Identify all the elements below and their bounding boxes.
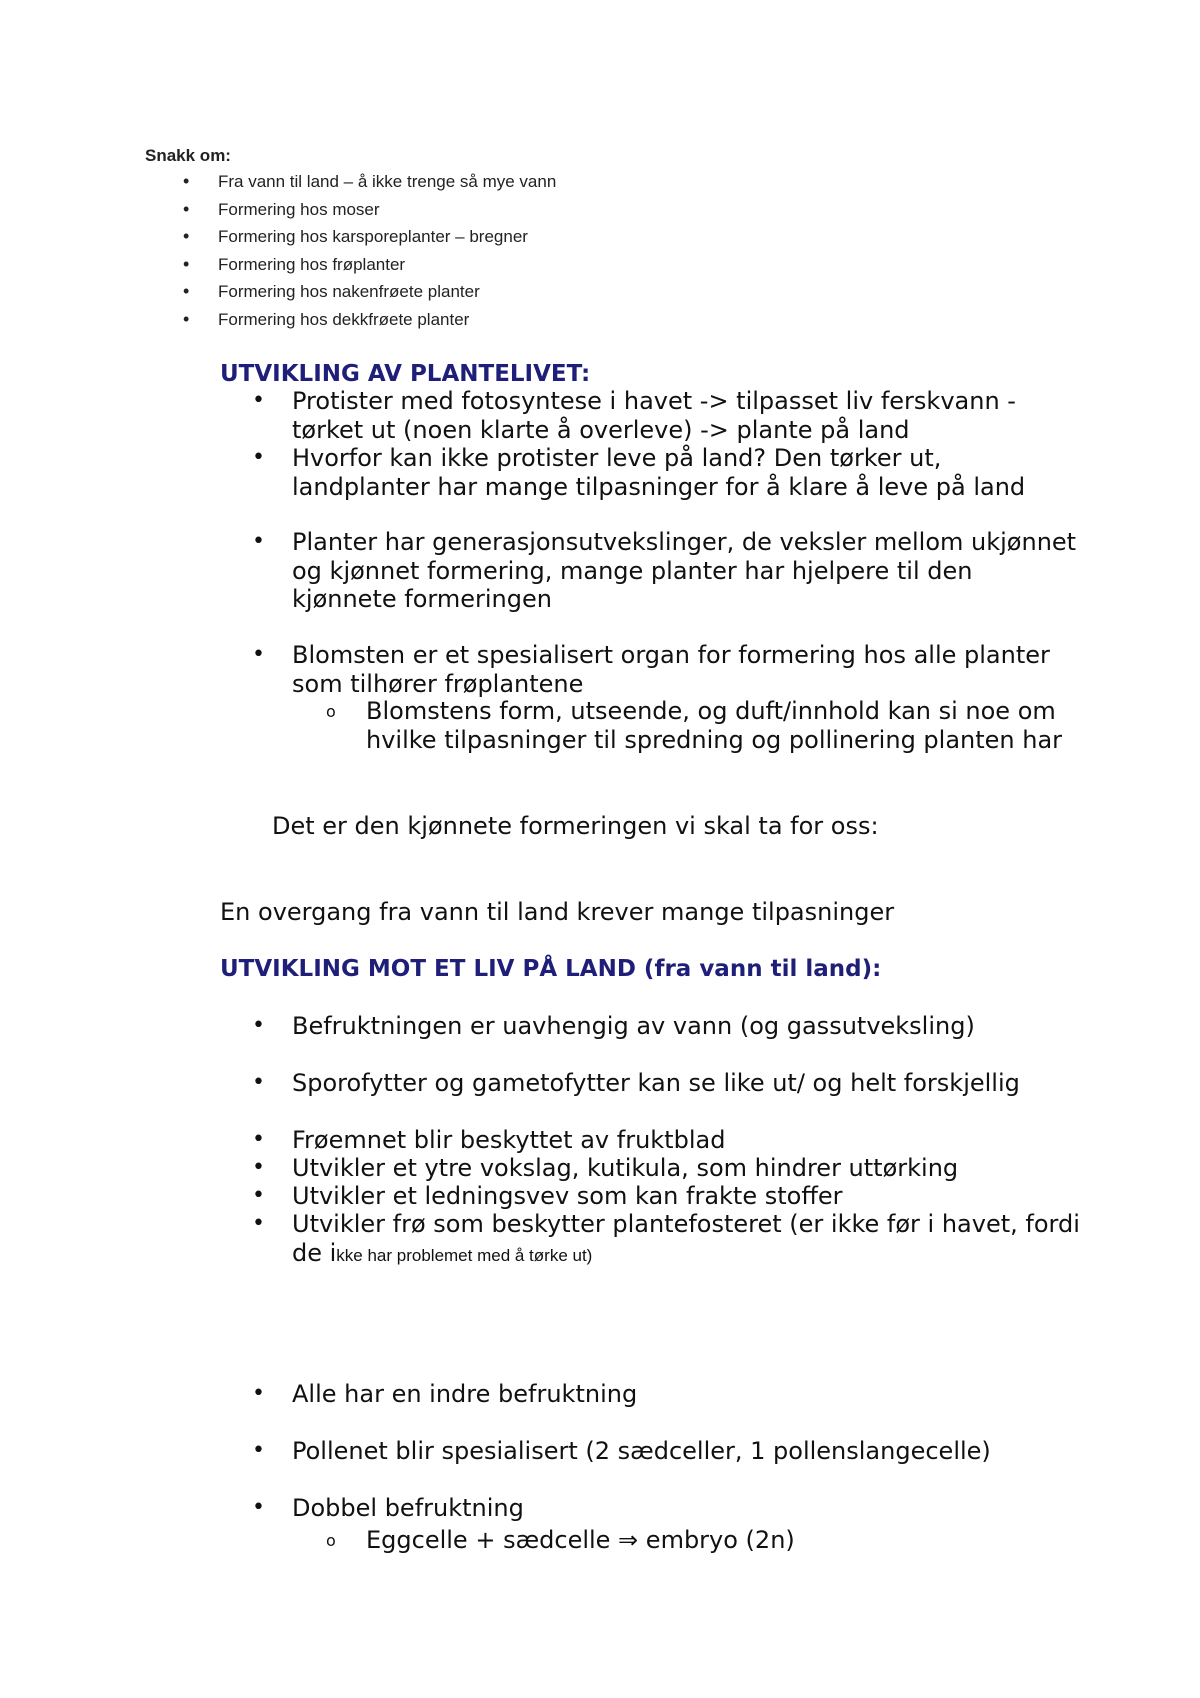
bullet-icon: • <box>183 226 190 246</box>
bullet-icon: • <box>252 529 265 554</box>
bullet-icon: • <box>252 388 265 413</box>
bullet-icon: • <box>183 171 190 191</box>
list-item: • Formering hos karsporeplanter – bregner <box>183 226 528 246</box>
sub-list-item: o Eggcelle + sædcelle ⇒ embryo (2n) <box>326 1526 795 1554</box>
note-text: Det er den kjønnete formeringen vi skal ta for oss: <box>272 812 879 840</box>
list-item: • Frøemnet blir beskyttet av fruktblad <box>252 1126 726 1154</box>
list-item: • Fra vann til land – å ikke trenge så mye vann <box>183 171 557 191</box>
bullet-icon: • <box>252 1183 265 1208</box>
list-item: • Utvikler et ledningsvev som kan frakte stoffer <box>252 1182 843 1210</box>
list-item: • Blomsten er et spesialisert organ for formering hos alle planter som tilhører frøplantene <box>252 641 1050 698</box>
bullet-icon: • <box>183 281 190 301</box>
list-item: • Sporofytter og gametofytter kan se like ut/ og helt forskjellig <box>252 1069 1020 1097</box>
list-item: • Dobbel befruktning <box>252 1494 524 1522</box>
section-heading-liv-paa-land: UTVIKLING MOT ET LIV PÅ LAND (fra vann til land): <box>220 956 882 982</box>
circle-bullet-icon: o <box>326 702 336 721</box>
list-item: • Befruktningen er uavhengig av vann (og gassutveksling) <box>252 1012 975 1040</box>
list-item: • Formering hos frøplanter <box>183 253 406 274</box>
snakk-om-list <box>145 170 556 335</box>
bullet-icon: • <box>252 1211 265 1236</box>
circle-bullet-icon: o <box>326 1531 336 1550</box>
bullet-icon: • <box>252 1070 265 1095</box>
transition-text: En overgang fra vann til land krever mange tilpasninger <box>220 898 895 926</box>
list-item: • Alle har en indre befruktning <box>252 1380 638 1408</box>
list-item: • Protister med fotosyntese i havet -> tilpasset liv ferskvann - tørket ut (noen klarte å overleve) -> plante på land <box>252 387 1016 444</box>
bullet-icon: • <box>183 253 190 274</box>
list-item: • Utvikler frø som beskytter plantefosteret (er ikke før i havet, fordi de ikke har problemet med å tørke ut) <box>252 1210 1080 1267</box>
bullet-icon: • <box>252 1013 265 1038</box>
bullet-icon: • <box>252 1381 265 1406</box>
snakk-om-section <box>145 146 556 335</box>
list-item: • Utvikler et ytre vokslag, kutikula, som hindrer uttørking <box>252 1154 959 1182</box>
bullet-icon: • <box>252 1155 265 1180</box>
bullet-icon: • <box>183 308 190 329</box>
snakk-om-title: Snakk om: <box>145 146 231 165</box>
bullet-icon: • <box>252 1495 265 1520</box>
bullet-icon: • <box>252 1127 265 1152</box>
list-item: • Formering hos moser <box>183 198 380 219</box>
list-item: • Hvorfor kan ikke protister leve på land? Den tørker ut, landplanter har mange tilpasninger for å klare å leve på land <box>252 444 1026 501</box>
list-item: • Formering hos nakenfrøete planter <box>183 281 480 301</box>
section-heading-plantelivet: UTVIKLING AV PLANTELIVET: <box>220 361 591 387</box>
list-item: • Planter har generasjonsutvekslinger, de veksler mellom ukjønnet og kjønnet formering, mange planter har hjelpere til den kjønnete formeringen <box>252 528 1077 613</box>
sub-list-item: o Blomstens form, utseende, og duft/innhold kan si noe om hvilke tilpasninger til spredning og pollinering planten har <box>326 697 1063 754</box>
list-item: • Pollenet blir spesialisert (2 sædceller, 1 pollenslangecelle) <box>252 1437 991 1465</box>
bullet-icon: • <box>183 198 190 219</box>
bullet-icon: • <box>252 1438 265 1463</box>
bullet-icon: • <box>252 445 265 470</box>
bullet-icon: • <box>252 642 265 667</box>
list-item: • Formering hos dekkfrøete planter <box>183 308 470 329</box>
